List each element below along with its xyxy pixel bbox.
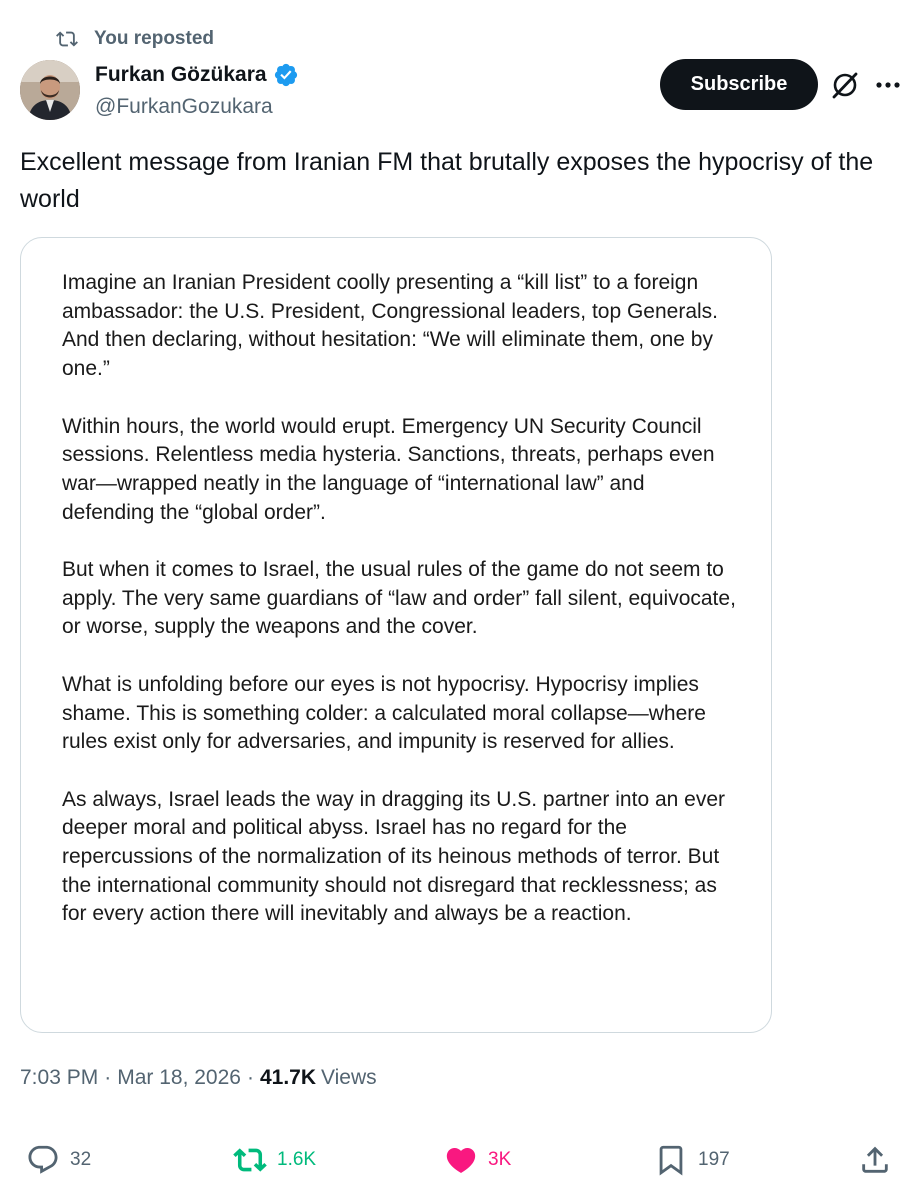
more-horizontal-icon[interactable] — [874, 72, 902, 98]
repost-button[interactable] — [233, 1143, 316, 1177]
statement-paragraph: But when it comes to Israel, the usual rules of the game do not seem to apply. The very same guardians of “law and order” fall silent, equivocate, or worse, supply the weapons and the cover. — [62, 558, 736, 639]
statement-paragraph: Within hours, the world would erupt. Emergency UN Security Council sessions. Relentless media hysteria. Sanctions, threats, perhaps even war—wrapped neatly in the language of “international law” and defending the “global order”. — [62, 414, 715, 524]
repost-icon — [233, 1143, 267, 1177]
repost-icon — [56, 28, 78, 50]
post-time[interactable]: 7:03 PM — [20, 1066, 99, 1089]
repost-count: 1.6K — [277, 1149, 317, 1170]
reply-icon — [26, 1143, 60, 1177]
statement-paragraph: As always, Israel leads the way in dragging its U.S. partner into an ever deeper moral and political abyss. Israel has no regard for the repercussions of the normalization of its heinous methods of terror. But the international community should not disregard that recklessness; as for every action there will inevitably and always be a reaction. — [62, 787, 725, 926]
author-name[interactable]: Furkan Gözükara — [95, 63, 267, 86]
heart-icon — [444, 1143, 478, 1177]
author-name-row[interactable] — [95, 62, 299, 88]
bookmark-count: 197 — [698, 1149, 730, 1170]
statement-paragraph: What is unfolding before our eyes is not hypocrisy. Hypocrisy implies shame. This is something colder: a calculated moral collapse—where rules exist only for adversaries, and impunity is reserved for allies. — [62, 672, 706, 754]
share-button[interactable] — [858, 1143, 902, 1177]
author-handle[interactable]: @FurkanGozukara — [95, 95, 273, 118]
like-button[interactable] — [444, 1143, 511, 1177]
grok-icon[interactable] — [830, 70, 860, 100]
like-count: 3K — [488, 1149, 512, 1170]
meta-separator: · — [104, 1066, 112, 1089]
tweet-meta — [20, 1066, 377, 1090]
repost-indicator[interactable] — [56, 28, 214, 50]
repost-label: You reposted — [94, 28, 214, 49]
subscribe-button[interactable]: Subscribe — [660, 59, 818, 110]
avatar[interactable] — [20, 60, 80, 120]
post-date[interactable]: Mar 18, 2026 — [117, 1066, 241, 1089]
views-count: 41.7K — [259, 1066, 317, 1089]
reply-button[interactable] — [26, 1143, 91, 1177]
tweet-text: Excellent message from Iranian FM that brutally exposes the hypocrisy of the world — [20, 148, 874, 213]
bookmark-icon — [654, 1143, 688, 1177]
statement-text — [62, 269, 742, 929]
media-image[interactable] — [20, 237, 772, 1033]
bookmark-button[interactable] — [654, 1143, 730, 1177]
statement-paragraph: Imagine an Iranian President coolly presenting a “kill list” to a foreign ambassador: the U.S. President, Congressional leaders, top Generals. And then declaring, without hesitation: “We will eliminate them, one by one.” — [62, 271, 719, 381]
meta-separator: · — [246, 1066, 254, 1089]
reply-count: 32 — [70, 1149, 92, 1170]
share-icon — [858, 1143, 892, 1177]
views-label: Views — [321, 1066, 377, 1089]
verified-badge-icon — [273, 62, 299, 88]
